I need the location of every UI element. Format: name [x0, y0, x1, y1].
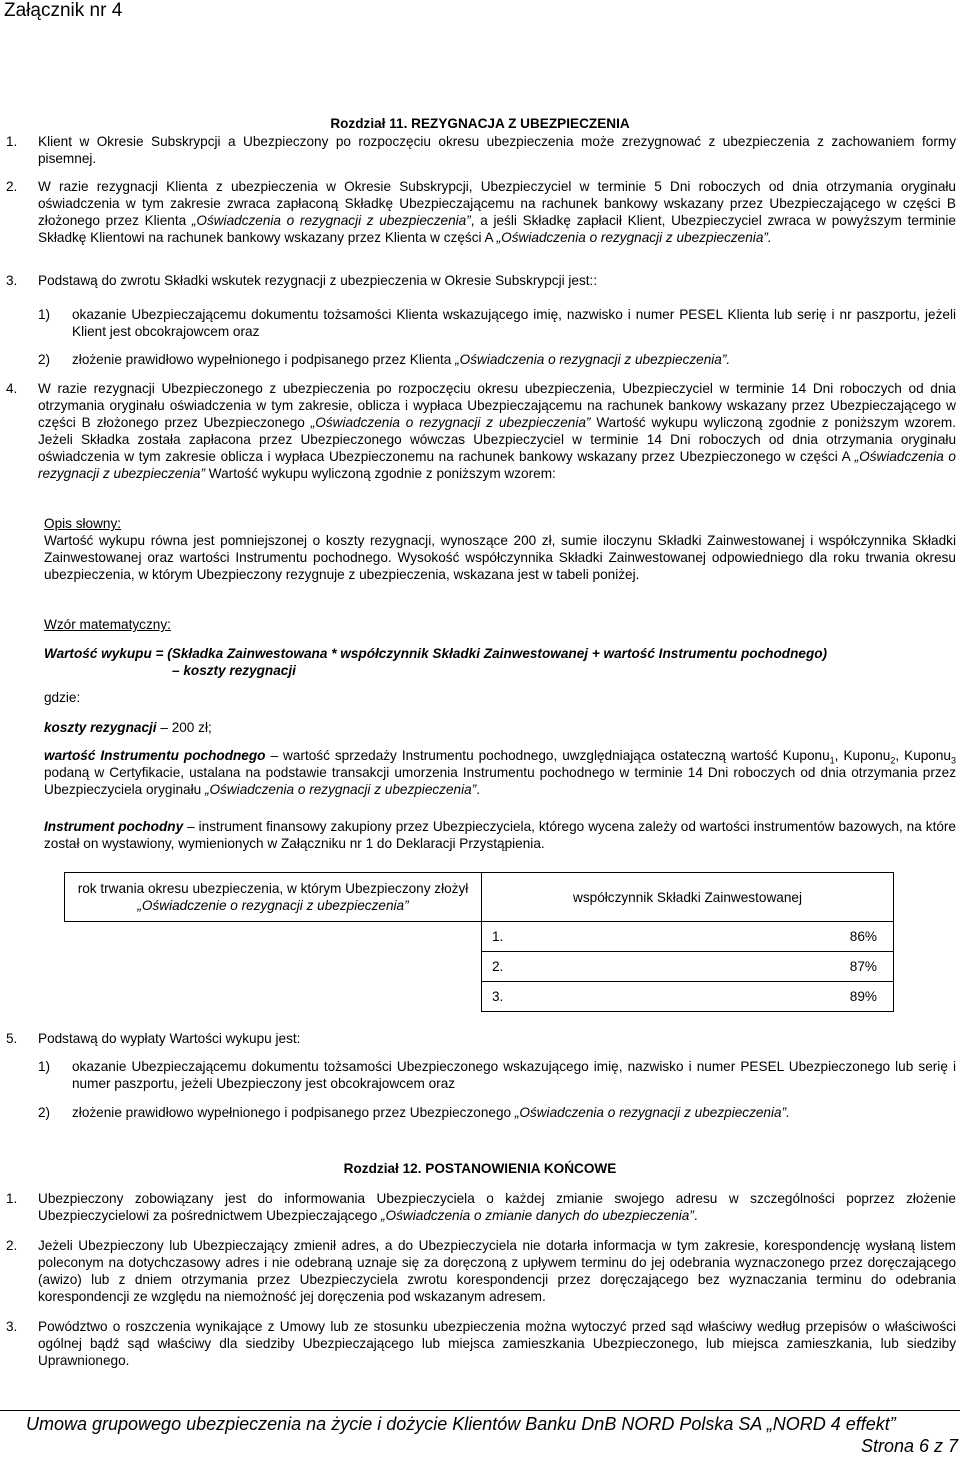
table-cell: 1. 86% [482, 922, 894, 952]
c12-p1-number: 1. [6, 1191, 18, 1206]
c11-p3-number: 3. [6, 273, 18, 288]
table-header-row [65, 873, 894, 922]
table-header-coefficient: współczynnik Składki Zainwestowanej [482, 873, 894, 922]
c12-p2-text: Jeżeli Ubezpieczony lub Ubezpieczający zmienił adres, a do Ubezpieczyciela nie dotarła informacja w tym zakresie, korespondencję wysłaną listem poleconym na dotychczasowy adres i nie odebraną uznaje się za doręczoną z upływem terminu do jej odebrania wyznaczonego przez doręczającego (awizo) lub z dniem otrzymania przez Ubezpieczyciela zwrotu korespondencji przez doręczającego bez wyznaczania terminu do odebrania korespondencji ze względu na niemożność jej doręczenia pod wskazanym adresem. [38, 1238, 956, 1304]
c12-p3-number: 3. [6, 1319, 18, 1334]
table-row [65, 982, 894, 1012]
c11-p3-text: Podstawą do zwrotu Składki wskutek rezygnacji z ubezpieczenia w Okresie Subskrypcji jest:: [38, 273, 598, 288]
formula-line-2: – koszty rezygnacji [172, 663, 296, 678]
table-header-year: rok trwania okresu ubezpieczenia, w którym Ubezpieczony złożył „Oświadczenie o rezygnacji z ubezpieczenia” [65, 873, 482, 922]
c11-p5-item1-text: okazanie Ubezpieczającemu dokumentu tożsamości Ubezpieczonego wskazującego imię, nazwisko i numer PESEL Ubezpieczonego lub serię i numer paszportu, jeżeli Ubezpieczony jest obcokrajowcem oraz [72, 1059, 956, 1091]
formula-line-1: Wartość wykupu = (Składka Zainwestowana * współczynnik Składki Zainwestowanej + wartość Instrumentu pochodnego) [44, 646, 828, 661]
where-label: gdzie: [44, 690, 81, 705]
c11-p2-number: 2. [6, 179, 18, 194]
table-row [65, 952, 894, 982]
c12-p3-text: Powództwo o roszczenia wynikające z Umowy lub ze stosunku ubezpieczenia można wytoczyć przed sąd właściwy według przepisów o właściwości ogólnej bądź sąd właściwy dla siedziby Ubezpieczającego lub miejsca zamieszkania Ubezpieczonego, lub miejsca zamieszkania, lub siedziby Uprawnionego. [38, 1319, 956, 1368]
footer-title: Umowa grupowego ubezpieczenia na życie i dożycie Klientów Banku DnB NORD Polska SA „NORD 4 effekt” [26, 1414, 896, 1434]
coefficient-table [64, 872, 894, 1012]
c11-p4-number: 4. [6, 381, 18, 396]
chapter-11-title: Rozdział 11. REZYGNACJA Z UBEZPIECZENIA [330, 116, 630, 131]
c11-p3-item1-text: okazanie Ubezpieczającemu dokumentu tożsamości Klienta wskazującego imię, nazwisko i numer PESEL Klienta lub serię i nr paszportu, jeżeli Klient jest obcokrajowcem oraz [72, 307, 956, 339]
c11-p3-item2-number: 2) [38, 352, 51, 367]
c11-p5-item2-text: złożenie prawidłowo wypełnionego i podpisanego przez Ubezpieczonego „Oświadczenia o rezygnacji z ubezpieczenia”. [72, 1105, 790, 1120]
instrument-value-definition: wartość Instrumentu pochodnego – wartość sprzedaży Instrumentu pochodnego, uwzględniająca ostateczną wartość Kuponu$_1$, Kuponu$_2$, Kuponu$_3$ podaną w Certyfikacie, ustalana na podstawie transakcji umorzenia Instrumentu pochodnego w terminie 14 Dni roboczych od dnia otrzymania przez Ubezpieczyciela oryginału „Oświadczenia o rezygnacji z ubezpieczenia”. [44, 748, 957, 797]
table-row [65, 922, 894, 952]
derivative-definition: Instrument pochodny – instrument finansowy zakupiony przez Ubezpieczyciela, którego wycena zależy od wartości instrumentów bazowych, na które został on wystawiony, wymienionych w Załączniku nr 1 do Deklaracji Przystąpienia. [44, 819, 956, 851]
c12-p2-number: 2. [6, 1238, 18, 1253]
table-cell: 2. 87% [482, 952, 894, 982]
c12-p1-text: Ubezpieczony zobowiązany jest do informowania Ubezpieczyciela o każdej zmianie swojego adresu w szczególności poprzez złożenie Ubezpieczycielowi za pośrednictwem Ubezpieczającego „Oświadczenia o zmianie danych do ubezpieczenia”. [38, 1191, 956, 1223]
c11-p3-item2-text: złożenie prawidłowo wypełnionego i podpisanego przez Klienta „Oświadczenia o rezygnacji z ubezpieczenia”. [72, 352, 731, 367]
c11-p5-item2-number: 2) [38, 1105, 51, 1120]
c11-p2-text: W razie rezygnacji Klienta z ubezpieczenia w Okresie Subskrypcji, Ubezpieczyciel w terminie 5 Dni roboczych od dnia otrzymania oryginału oświadczenia w tym zakresie zwraca zapłaconą Składkę Ubezpieczającemu na rachunek bankowy wskazany przez Ubezpieczającego w części B złożonego przez Klienta „Oświadczenia o rezygnacji z ubezpieczenia”, a jeśli Składkę zapłacił Klient, Ubezpieczyciel zwraca w powyższym terminie Składkę Klientowi na rachunek bankowy wskazany przez Klienta w części A „Oświadczenia o rezygnacji z ubezpieczenia”. [38, 179, 956, 245]
page-footer [0, 1410, 960, 1456]
c11-p5-number: 5. [6, 1031, 18, 1046]
c11-p1-number: 1. [6, 134, 18, 149]
chapter-12-title: Rozdział 12. POSTANOWIENIA KOŃCOWE [343, 1161, 617, 1176]
c11-p3-item1-number: 1) [38, 307, 51, 322]
annex-label: Załącznik nr 4 [4, 0, 123, 21]
cost-definition: koszty rezygnacji – 200 zł; [44, 720, 212, 735]
table-cell: 3. 89% [482, 982, 894, 1012]
c11-p5-text: Podstawą do wypłaty Wartości wykupu jest: [38, 1031, 301, 1046]
c11-p4-text: W razie rezygnacji Ubezpieczonego z ubezpieczenia po rozpoczęciu okresu ubezpieczenia, Ubezpieczyciel w terminie 14 Dni roboczych od dnia otrzymania oryginału oświadczenia w tym zakresie, oblicza i wypłaca Ubezpieczającemu na rachunek bankowy wskazany przez Ubezpieczającego w części B złożonego przez Ubezpieczonego „Oświadczenia o rezygnacji z ubezpieczenia” Wartość wykupu wyliczoną zgodnie z poniższym wzorem. Jeżeli Składka została zapłacona przez Ubezpieczonego wówczas Ubezpieczyciel w terminie 14 Dni roboczych od dnia otrzymania oryginału oświadczenia w tym zakresie oblicza i wypłaca Ubezpieczonemu na rachunek bankowy wskazany przez Ubezpieczonego w części A „Oświadczenia o rezygnacji z ubezpieczenia” Wartość wykupu wyliczoną zgodnie z poniższym wzorem: [38, 381, 956, 481]
description-label: Opis słowny: [44, 516, 122, 531]
formula-label: Wzór matematyczny: [44, 617, 171, 632]
c11-p5-item1-number: 1) [38, 1059, 51, 1074]
c11-p1-text: Klient w Okresie Subskrypcji a Ubezpieczony po rozpoczęciu okresu ubezpieczenia może zrezygnować z ubezpieczenia z zachowaniem formy pisemnej. [38, 134, 956, 166]
page-number: Strona 6 z 7 [860, 1436, 958, 1456]
description-text: Wartość wykupu równa jest pomniejszonej o koszty rezygnacji, wynoszące 200 zł, sumie iloczynu Składki Zainwestowanej i współczynnika Składki Zainwestowanej oraz wartości Instrumentu pochodnego. Wysokość współczynnika Składki Zainwestowanej odpowiedniego dla roku trwania okresu ubezpieczenia, w którym Ubezpieczony rezygnuje z ubezpieczenia, wskazana jest w tabeli poniżej. [44, 533, 956, 582]
